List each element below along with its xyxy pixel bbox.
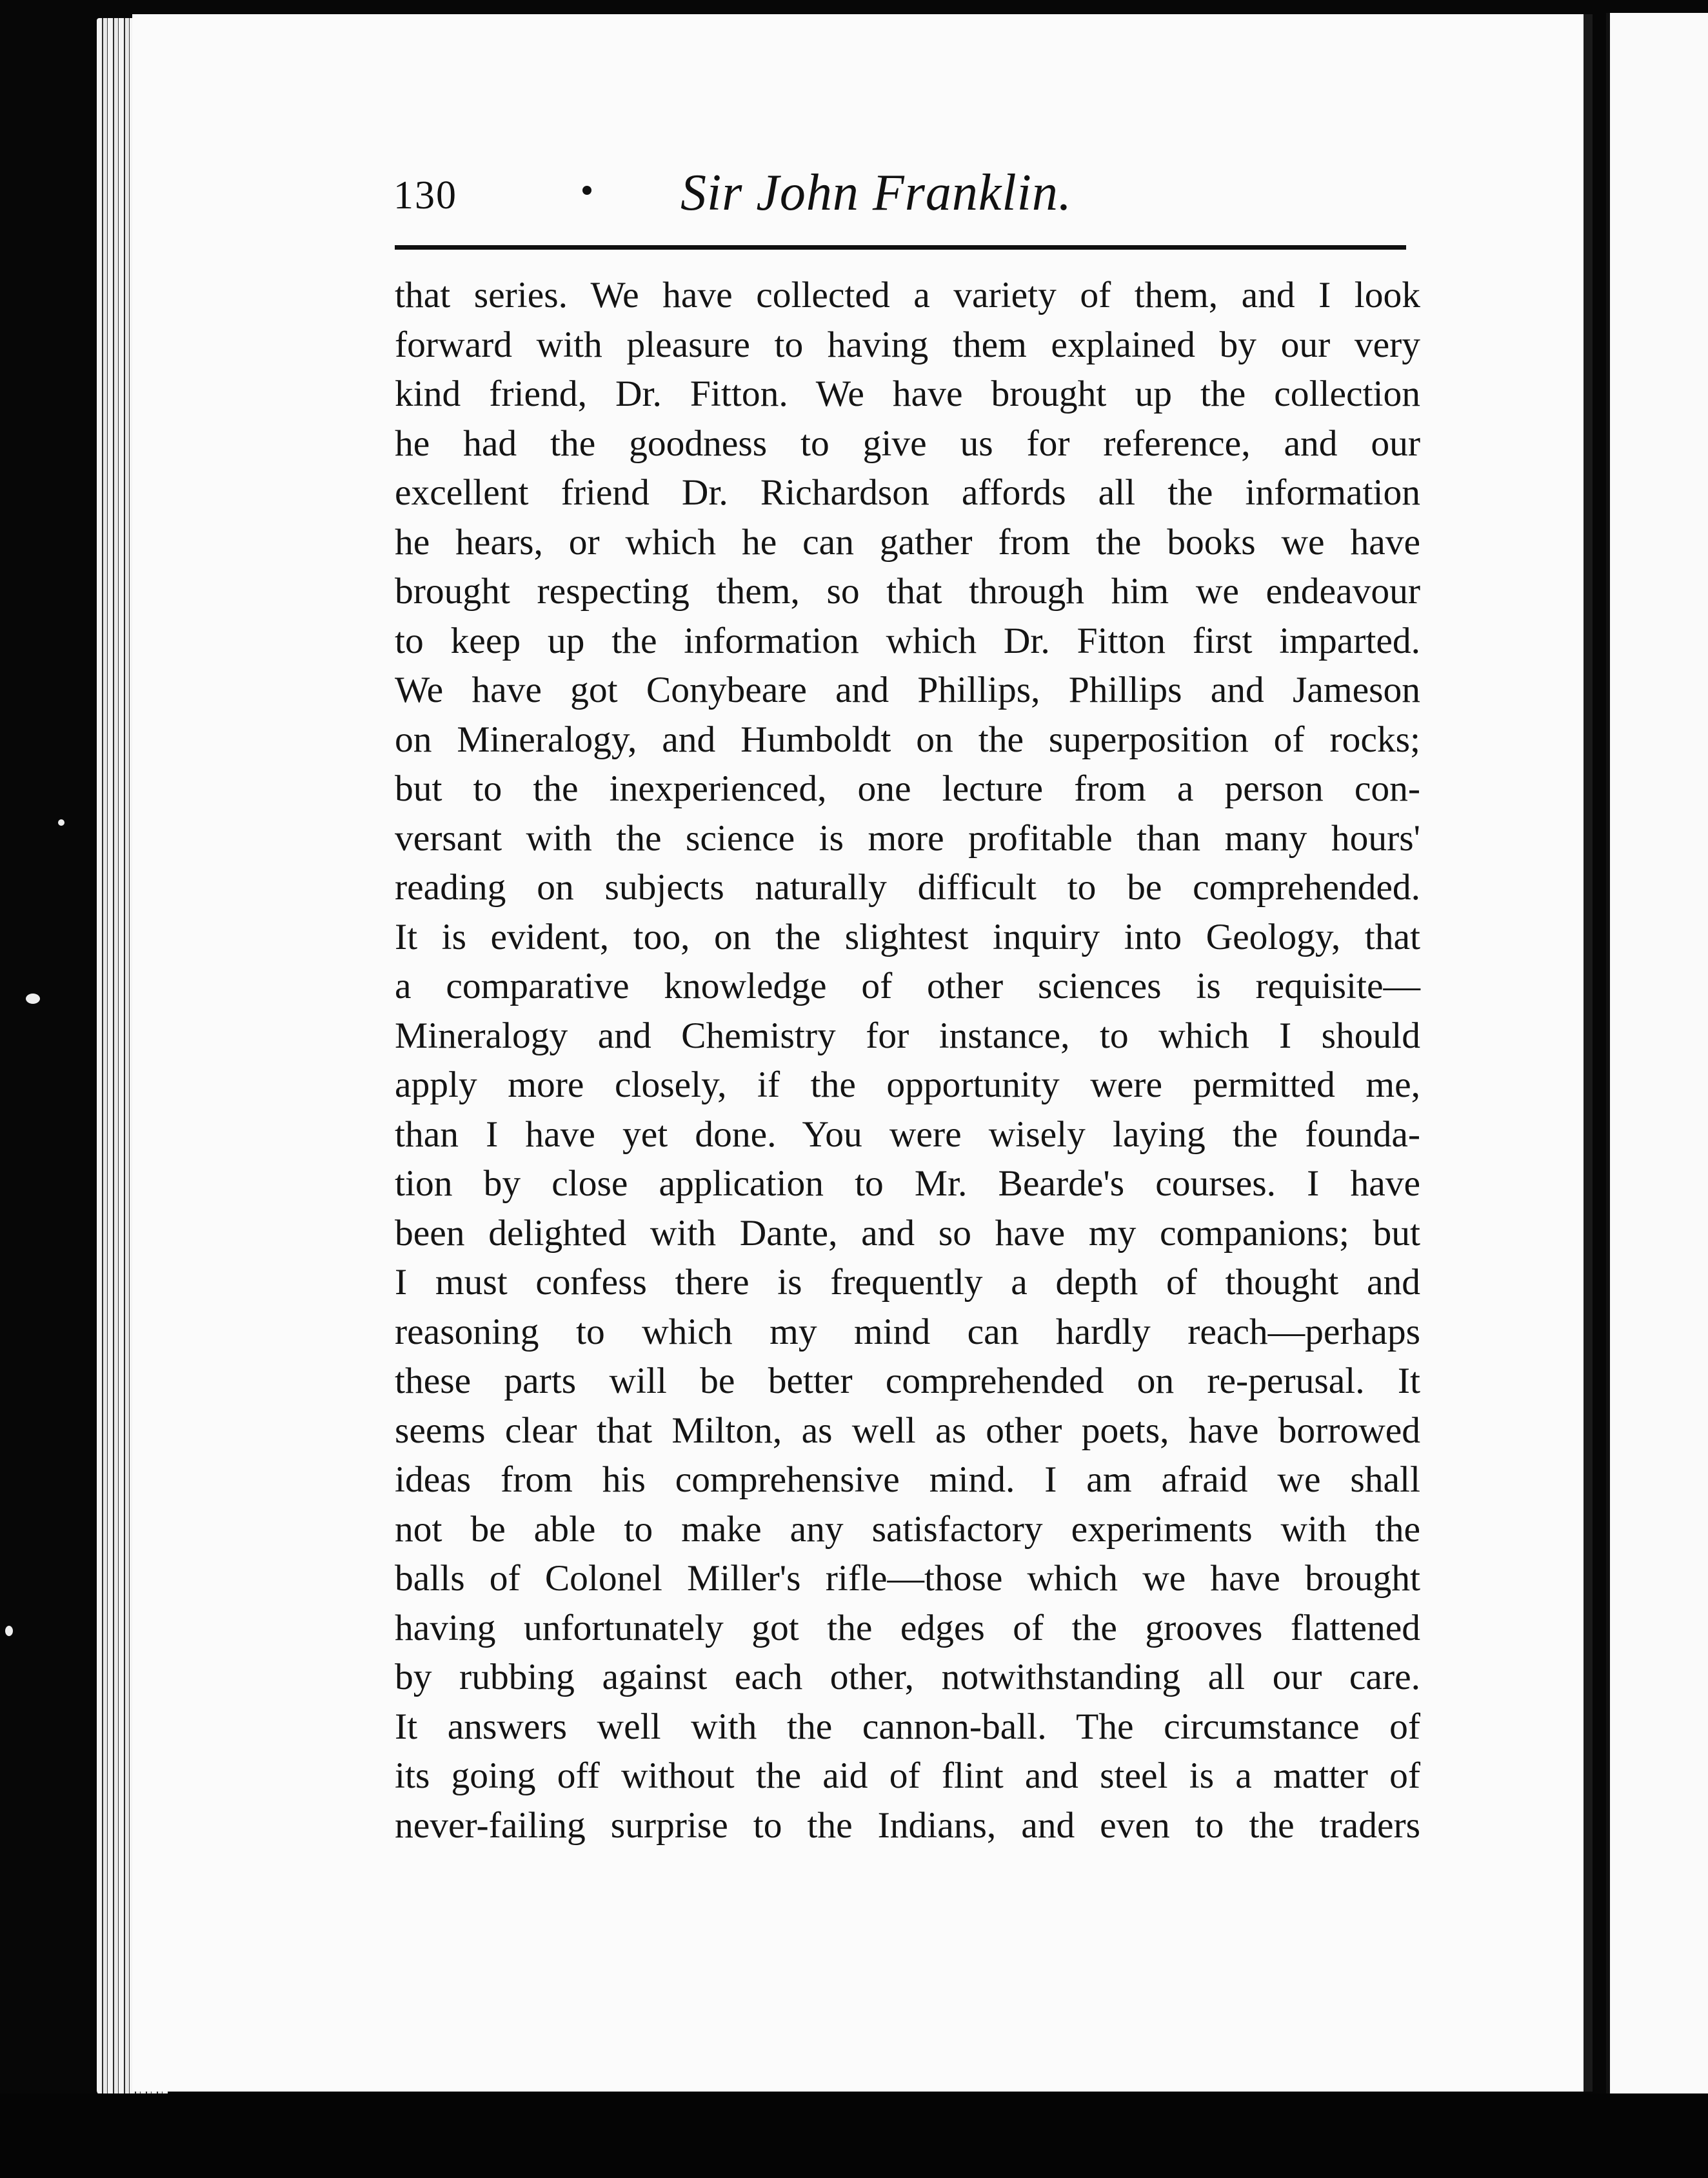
text-line: he had the goodness to give us for reference, and our bbox=[395, 423, 1420, 464]
text-line: been delighted with Dante, and so have my companions; but bbox=[395, 1212, 1420, 1254]
text-line: Mineralogy and Chemistry for instance, to which I should bbox=[395, 1015, 1420, 1056]
scan-border bbox=[0, 2093, 1708, 2178]
text-line: its going off without the aid of flint and steel is a matter of bbox=[395, 1755, 1420, 1796]
text-line: I must confess there is frequently a depth of thought and bbox=[395, 1262, 1420, 1303]
header-bullet bbox=[582, 186, 591, 195]
text-line: excellent friend Dr. Richardson affords all the information bbox=[395, 472, 1420, 513]
text-line: these parts will be better comprehended on re-perusal. It bbox=[395, 1361, 1420, 1401]
text-line: a comparative knowledge of other sciences is requisite— bbox=[395, 966, 1420, 1006]
text-line: to keep up the information which Dr. Fitton first imparted. bbox=[395, 620, 1420, 661]
header-rule bbox=[395, 245, 1406, 250]
text-line: It is evident, too, on the slightest inquiry into Geology, that bbox=[395, 916, 1420, 957]
scan-speck bbox=[26, 994, 40, 1004]
text-line: on Mineralogy, and Humboldt on the superposition of rocks; bbox=[395, 719, 1420, 760]
text-line: reading on subjects naturally difficult to be comprehended. bbox=[395, 867, 1420, 908]
text-line: versant with the science is more profitable than many hours' bbox=[395, 817, 1420, 859]
text-line: reasoning to which my mind can hardly reach—perhaps bbox=[395, 1311, 1420, 1352]
text-line: It answers well with the cannon-ball. The circumstance of bbox=[395, 1706, 1420, 1747]
text-line: tion by close application to Mr. Bearde's courses. I have bbox=[395, 1163, 1420, 1204]
facing-page bbox=[1606, 13, 1708, 2097]
text-line: he hears, or which he can gather from the books we have bbox=[395, 521, 1420, 563]
text-line: apply more closely, if the opportunity were permitted me, bbox=[395, 1064, 1420, 1105]
text-line: by rubbing against each other, notwithstanding all our care. bbox=[395, 1657, 1420, 1697]
body-text bbox=[395, 271, 1420, 1850]
text-line: brought respecting them, so that through him we endeavour bbox=[395, 571, 1420, 612]
text-line: than I have yet done. You were wisely laying the founda- bbox=[395, 1114, 1420, 1155]
text-line: never-failing surprise to the Indians, and even to the traders bbox=[395, 1804, 1420, 1846]
running-head: Sir John Franklin. bbox=[680, 165, 1072, 221]
text-line: ideas from his comprehensive mind. I am afraid we shall bbox=[395, 1459, 1420, 1500]
page-header bbox=[393, 161, 1406, 232]
text-line: We have got Conybeare and Phillips, Phillips and Jameson bbox=[395, 670, 1420, 710]
scan-speck bbox=[58, 819, 65, 826]
text-line: but to the inexperienced, one lecture from a person con- bbox=[395, 768, 1420, 809]
text-line: balls of Colonel Miller's rifle—those which we have brought bbox=[395, 1558, 1420, 1599]
page-number: 130 bbox=[393, 174, 457, 217]
text-line: kind friend, Dr. Fitton. We have brought up the collection bbox=[395, 374, 1420, 414]
text-line: that series. We have collected a variety of them, and I look bbox=[395, 275, 1420, 315]
text-line: forward with pleasure to having them explained by our very bbox=[395, 324, 1420, 365]
scan-speck bbox=[5, 1626, 13, 1636]
text-line: having unfortunately got the edges of the grooves flattened bbox=[395, 1607, 1420, 1648]
text-line: not be able to make any satisfactory experiments with the bbox=[395, 1508, 1420, 1550]
text-line: seems clear that Milton, as well as other poets, have borrowed bbox=[395, 1410, 1420, 1451]
